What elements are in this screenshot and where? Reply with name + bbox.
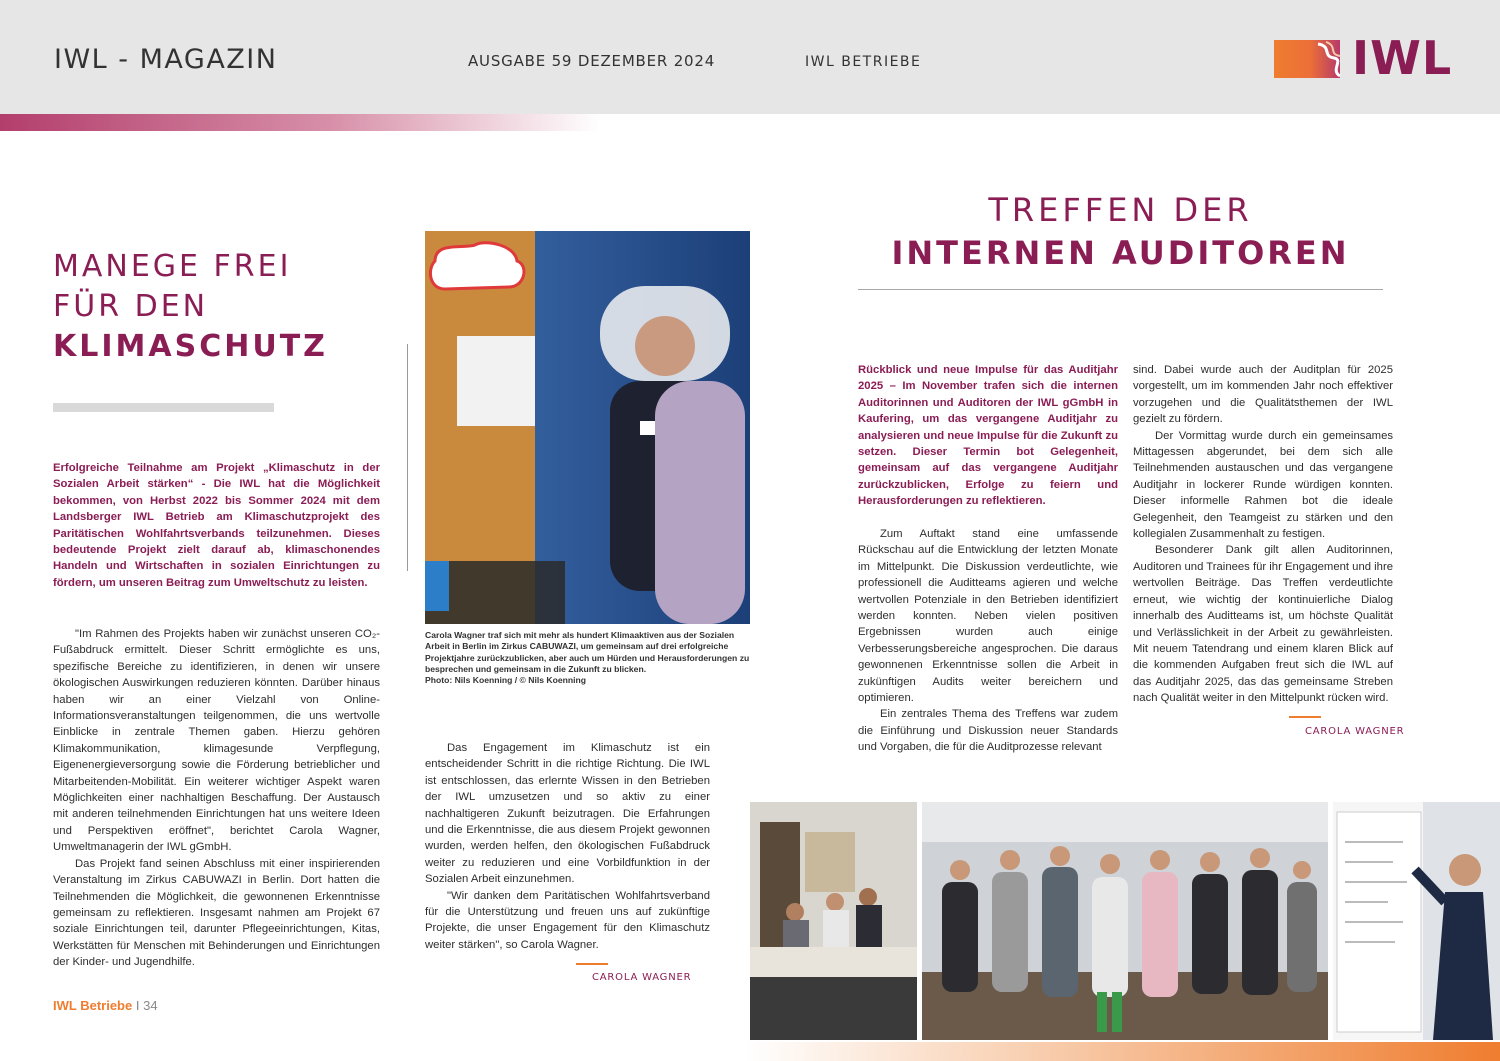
right-article-author: CAROLA WAGNER: [1305, 726, 1405, 737]
flipchart-photo: [1333, 802, 1500, 1040]
right-author-dash: [1289, 716, 1321, 718]
right-col1-paragraph-1: Zum Auftakt stand eine umfassende Rückschau auf die Entwicklung der letzten Monate im Mittelpunkt. Die Diskussion verdeutlichte, wie professionell die Auditteams agieren und welche wertvollen Potenziale in den Betrieben identifiziert werden konnten. Neben vielen positiven Ergebnissen wurden auch einige Verbesserungsbereiche angesprochen. Die daraus gewonnenen Erkenntnisse sollen die Arbeit in zukünftigen Audits weiter bereichern und optimieren.: [858, 528, 1118, 705]
left-title-line3: KLIMASCHUTZ: [53, 329, 328, 364]
left-article-author: CAROLA WAGNER: [592, 972, 692, 983]
caption-text: Carola Wagner traf sich mit mehr als hundert Klimaaktiven aus der Sozialen Arbeit in Berlin im Zirkus CABUWAZI, um gemeinsam auf drei erfolgreiche Projektjahre zurückzublicken, aber auch um Hürden und Herausforderungen zu besprechen und gemeinsam in die Zukunft zu blicken.: [425, 630, 750, 674]
caption-credit: Photo: Nils Koenning / © Nils Koenning: [425, 675, 587, 686]
right-col1-paragraph-2: Ein zentrales Thema des Treffens war zudem die Einführung und Diskussion neuer Standards und Vorgaben, die für die Auditprozesse relevant: [858, 708, 1118, 754]
left-col1-paragraph-1: "Im Rahmen des Projekts haben wir zunächst unseren CO₂-Fußabdruck ermittelt. Dieser Schritt ermöglichte es uns, spezifische Bereiche zu identifizieren, in denen wir unsere ökologischen Auswirkungen reduzieren könnten. Darüber hinaus haben wir an einer Vielzahl von Online-Informationsveranstaltungen teilgenommen, die uns wertvolle Einblicke in zentrale Themen gaben. Hierzu gehören Klimakommunikation, klimagesunde Verpflegung, Eigenenergieversorgung sowie die Förderung betrieblicher und Mitarbeitenden-Mobilität. Ein weiterer wichtiger Aspekt waren Möglichkeiten einer nachhaltigen Beschaffung. Der Austausch mit anderen teilnehmenden Einrichtungen hat uns weitere Ideen und Perspektiven eröffnet", berichtet Carola Wagner, Umweltmanagerin der IWL gGmbH.: [53, 628, 380, 854]
title-underline-bar: [53, 403, 274, 412]
right-col2-paragraph-2: Besonderer Dank gilt allen Auditorinnen, Auditoren und Trainees für ihr Engagement und ihre wertvollen Beiträge. Das Treffen verdeutlichte erneut, wie wichtig der kontinuierliche Dialog innerhalb des Auditteams ist, um höchste Qualität und Verlässlichkeit in der Arbeit zu gewährleisten. Mit neuem Tatendrang und einem klaren Blick auf die kommenden Aufgaben freut sich die IWL auf das Auditjahr 2025, das das gemeinsame Streben nach Qualität weiter in den Mittelpunkt rücken wird.: [1133, 544, 1393, 705]
left-column-1: [53, 626, 380, 971]
left-col1-paragraph-2: Das Projekt fand seinen Abschluss mit einer inspirierenden Veranstaltung im Zirkus CABUWAZI in Berlin. Dort hatten die Teilnehmenden die Möglichkeit, die gewonnenen Erkenntnisse gemeinsam zu reflektieren. Insgesamt nahmen am Projekt 67 soziale Einrichtungen teil, darunter Pflegeeinrichtungen, Kitas, Werkstätten für Menschen mit Behinderungen und Einrichtungen der Kinder- und Jugendhilfe.: [53, 857, 380, 969]
decorative-stripe-top: [0, 114, 600, 131]
logo-text: IWL: [1352, 31, 1453, 85]
page-footer: [53, 998, 158, 1013]
left-column-2: [425, 740, 710, 953]
issue-label: AUSGABE 59 DEZEMBER 2024: [468, 52, 716, 70]
iwl-logo: [1272, 31, 1453, 85]
left-article-title: [53, 247, 328, 367]
right-title-line1: TREFFEN DER: [988, 191, 1253, 229]
left-col2-paragraph-1: Das Engagement im Klimaschutz ist ein entscheidender Schritt in die richtige Richtung. Die IWL ist entschlossen, das erlernte Wissen in den Betrieben der IWL umzusetzen und so aktiv zu einer nachhaltigeren Zukunft beizutragen. Die Erfahrungen und die Erkenntnisse, die aus diesem Projekt gewonnen wurden, werden helfen, den ökologischen Fußabdruck weiter zu reduzieren und eine Vorbildfunktion in der Sozialen Arbeit einzunehmen.: [425, 742, 710, 886]
column-divider: [407, 344, 408, 571]
left-title-line2: FÜR DEN: [53, 289, 209, 324]
footer-separator: I: [135, 998, 140, 1013]
meeting-room-photo: [750, 802, 917, 1040]
left-author-dash: [576, 963, 608, 965]
right-title-rule: [858, 289, 1383, 290]
right-col2-paragraph-1: Der Vormittag wurde durch ein gemeinsames Mittagessen abgerundet, bei dem sich alle Teilnehmenden austauschen und das vergangene Auditjahr in lockerer Runde würdigen konnten. Dieser informelle Rahmen bot die ideale Gelegenheit, den Teamgeist zu stärken und den kollegialen Zusammenhalt zu festigen.: [1133, 429, 1393, 541]
right-title-line2: INTERNEN AUDITOREN: [891, 234, 1350, 272]
right-column-2: [1133, 362, 1393, 707]
magazine-title: IWL - MAGAZIN: [54, 44, 278, 75]
circus-event-photo: [425, 231, 750, 624]
footer-brand: IWL Betriebe: [53, 998, 133, 1013]
decorative-stripe-bottom: [745, 1042, 1500, 1061]
right-article-lead: Rückblick und neue Impulse für das Auditjahr 2025 – Im November trafen sich die internen Auditorinnen und Auditoren der IWL gGmbH in Kaufering, um das vergangene Auditjahr zu analysieren und neue Impulse für die Zukunft zu setzen. Dieser Termin bot Gelegenheit, gemeinsam auf das vergangene Auditjahr zurückzublicken, Erfolge zu feiern und Herausforderungen zu reflektieren.: [858, 364, 1118, 508]
right-article-title: [858, 190, 1383, 276]
left-title-line1: MANEGE FREI: [53, 249, 292, 284]
right-column-1: [858, 526, 1118, 756]
photo-caption: [425, 630, 750, 686]
left-col2-paragraph-2: "Wir danken dem Paritätischen Wohlfahrtsverband für die Unterstützung und freuen uns auf zukünftige Projekte, die unser Engagement für den Klimaschutz weiter stärken", so Carola Wagner.: [425, 889, 710, 951]
logo-swirl-icon: [1312, 40, 1350, 78]
group-photo: [922, 802, 1328, 1040]
left-article-lead: Erfolgreiche Teilnahme am Projekt „Klimaschutz in der Sozialen Arbeit stärken“ - Die IWL hat die Möglichkeit bekommen, von Herbst 2022 bis Sommer 2024 mit dem Landsberger IWL Betrieb am Klimaschutzprojekt des Paritätischen Wohlfahrtsverbands teilzunehmen. Dieses bedeutende Projekt zielt darauf ab, klimaschonendes Handeln und Wirtschaften in sozialen Einrichtungen zu fördern, um unseren Beitrag zum Umweltschutz zu leisten.: [53, 462, 380, 589]
page-number: 34: [143, 998, 158, 1013]
section-label: IWL BETRIEBE: [805, 54, 922, 70]
right-col2-paragraph-0: sind. Dabei wurde auch der Auditplan für 2025 vorgestellt, um im kommenden Jahr noch effektiver vorzugehen und die Qualitätsthemen der IWL gezielt zu fördern.: [1133, 364, 1393, 426]
